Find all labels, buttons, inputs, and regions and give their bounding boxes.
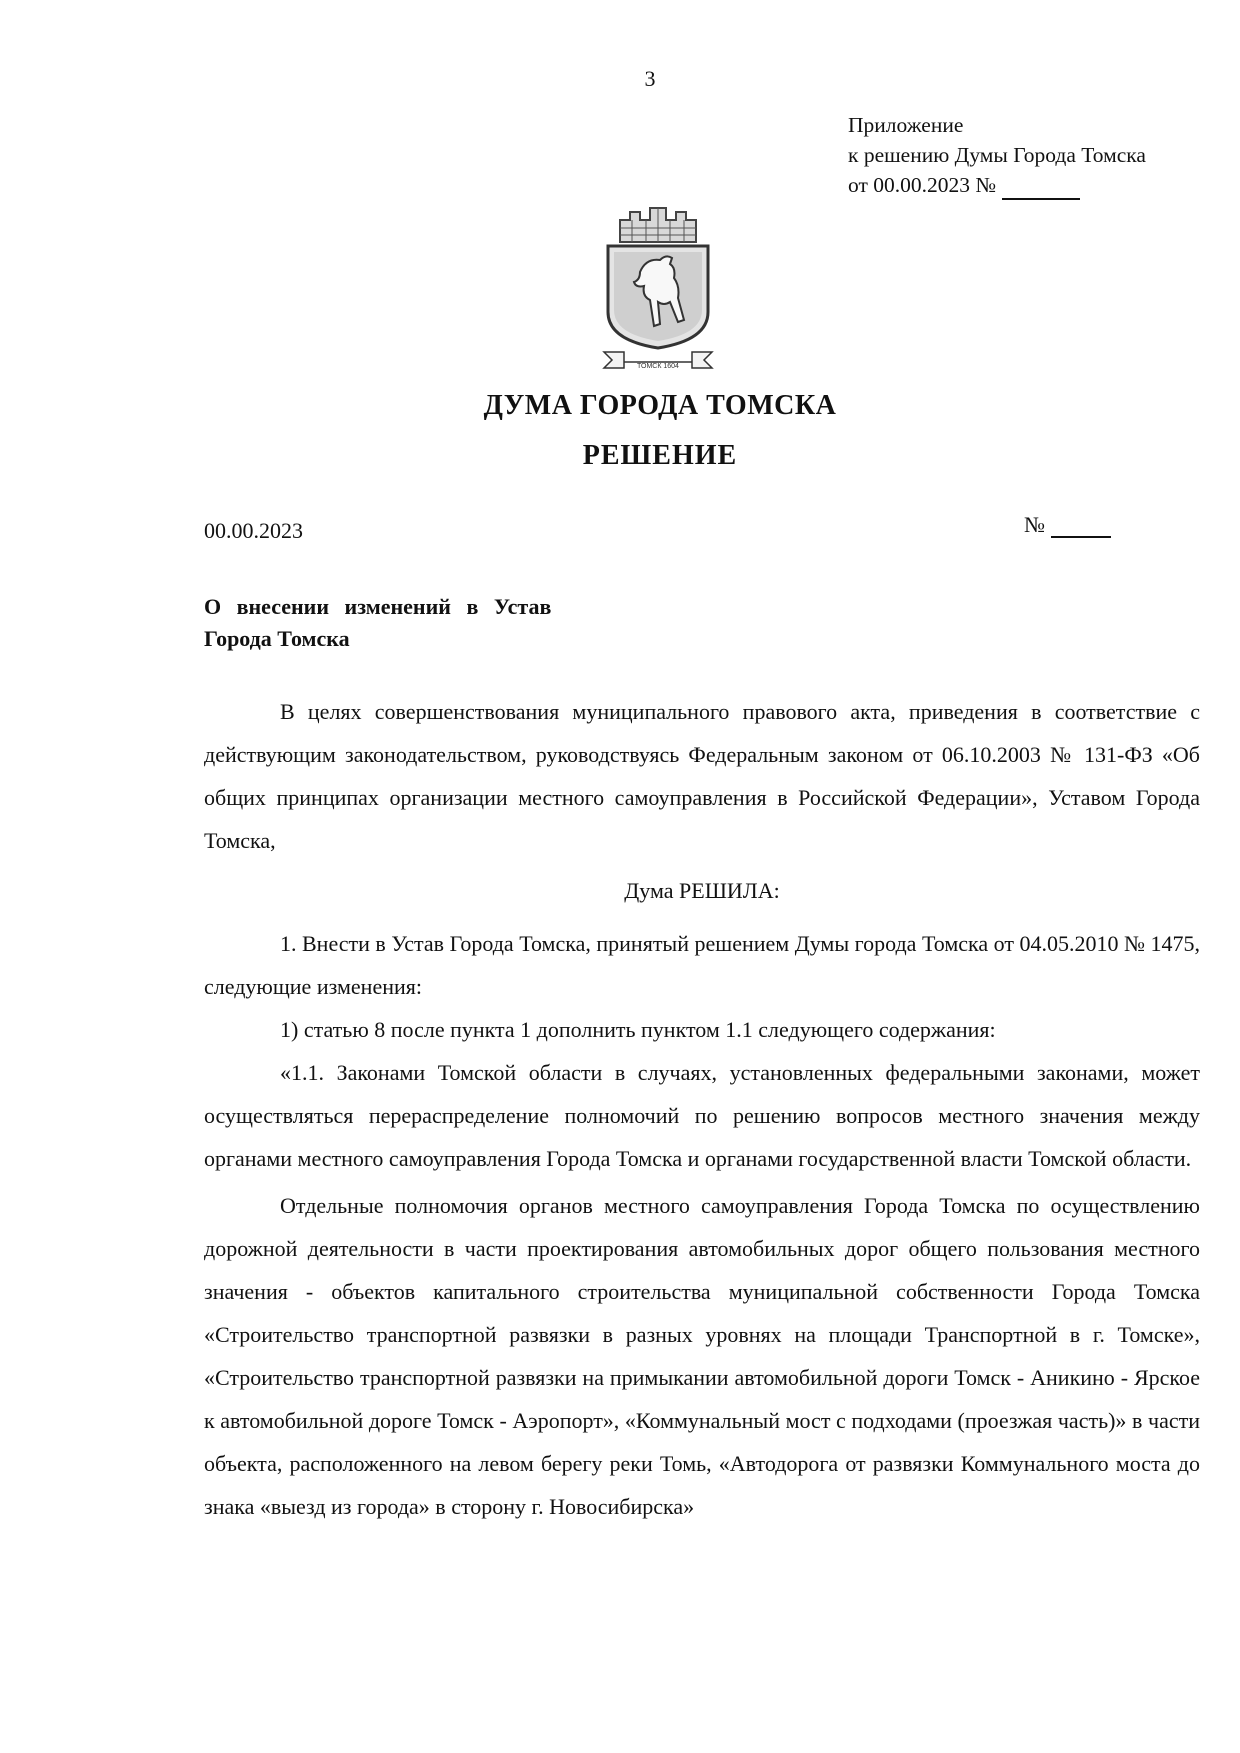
document-type-title: РЕШЕНИЕ (582, 440, 738, 471)
subject-line-1: О внесении изменений в Устав (204, 594, 552, 619)
appendix-line-3 (848, 170, 1146, 200)
paragraph-3: «1.1. Законами Томской области в случаях, установленных федеральными законами, может осуществляться перераспределение полномочий по решению вопросов местного значения между органами местного самоуправления Города Томска и органами государственной власти Томской области. (204, 1060, 1200, 1171)
subject-line-2: Города Томска (204, 626, 350, 651)
appendix-number-blank (1002, 178, 1080, 200)
page-number: 3 (644, 66, 656, 91)
number-sign: № (1024, 512, 1045, 537)
appendix-line-1: Приложение (848, 113, 964, 137)
decision-number (1024, 512, 1111, 538)
appendix-line-3-text: от 00.00.2023 № (848, 173, 996, 197)
preamble-paragraph: В целях совершенствования муниципального правового акта, приведения в соответствие с действующим законодательством, руководствуясь Федеральным законом от 06.10.2003 № 131-ФЗ «Об общих принципах организации местного самоуправления в Российской Федерации», Уставом Города Томска, (204, 699, 1200, 853)
paragraph-1: 1. Внести в Устав Города Томска, принятый решением Думы города Томска от 04.05.2010 № 1475, следующие изменения: (204, 931, 1200, 999)
organization-title: ДУМА ГОРОДА ТОМСКА (483, 390, 837, 421)
paragraph-2: 1) статью 8 после пункта 1 дополнить пунктом 1.1 следующего содержания: (280, 1017, 996, 1042)
tomsk-coat-of-arms-icon (600, 202, 716, 374)
paragraph-4: Отдельные полномочия органов местного самоуправления Города Томска по осуществлению дорожной деятельности в части проектирования автомобильных дорог общего пользования местного значения - объектов капитального строительства муниципальной собственности Города Томска «Строительство транспортной развязки в разных уровнях на площади Транспортной в г. Томске», «Строительство транспортной развязки на примыкании автомобильной дороги Томск - Аникино - Ярское к автомобильной дороге Томск - Аэропорт», «Коммунальный мост с подходами (проезжая часть)» в части объекта, расположенного на левом берегу реки Томь, «Автодорога от развязки Коммунального моста до знака «выезд из города» в сторону г. Новосибирска» (204, 1193, 1200, 1519)
appendix-line-2: к решению Думы Города Томска (848, 143, 1146, 167)
resolved-heading: Дума РЕШИЛА: (624, 878, 780, 903)
decision-date: 00.00.2023 (204, 518, 303, 543)
decision-number-blank (1051, 516, 1111, 538)
decision-subject (204, 591, 551, 655)
emblem-ribbon-text: ТОМСК 1604 (637, 363, 679, 370)
decision-body (204, 690, 1200, 1528)
appendix-note (848, 110, 1146, 200)
